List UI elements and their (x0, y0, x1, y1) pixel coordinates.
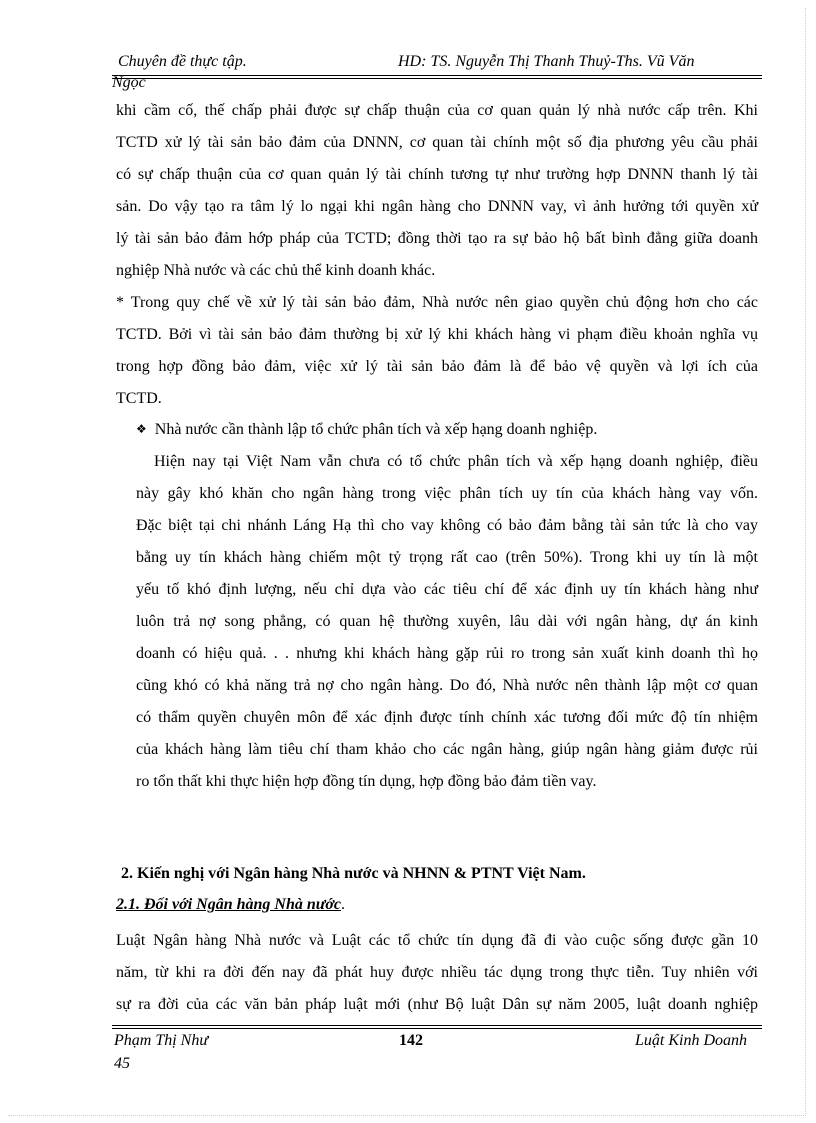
p3-line: cũng khó có khả năng trả nợ cho ngân hàng. Do đó, Nhà nước nên thành lập một cơ quan (136, 677, 758, 694)
p3-line: Hiện nay tại Việt Nam vẫn chưa có tổ chức phân tích và xếp hạng doanh nghiệp, điều (154, 453, 758, 470)
diamond-bullet-icon: ❖ (136, 422, 147, 436)
p3-line: doanh có hiệu quả. . . nhưng khi khách hàng gặp rủi ro trong sản xuất kinh doanh thì họ (136, 645, 758, 662)
p3-line: này gây khó khăn cho ngân hàng trong việc phân tích uy tín của khách hàng vay vốn. (136, 485, 758, 502)
header-title: Chuyên đề thực tập. (118, 53, 247, 70)
p1-line: nghiệp Nhà nước và các chủ thể kinh doanh khác. (116, 262, 436, 279)
p4-line: Luật Ngân hàng Nhà nước và Luật các tổ chức tín dụng đã đi vào cuộc sống được gần 10 (116, 932, 758, 949)
p2-line: * Trong quy chế về xử lý tài sản bảo đảm, Nhà nước nên giao quyền chủ động hơn cho các (116, 294, 758, 311)
header-rule (112, 75, 762, 79)
footer-rule (112, 1025, 762, 1029)
p3-line: của khách hàng làm tiêu chí tham khảo cho các ngân hàng, giúp ngân hàng giảm được rủi (136, 741, 758, 758)
subsection-heading-text: 2.1. Đối với Ngân hàng Nhà nước (116, 896, 342, 913)
bullet-item (136, 420, 758, 440)
p1-line: khi cầm cố, thế chấp phải được sự chấp thuận của cơ quan quản lý nhà nước cấp trên. Khi (116, 102, 758, 119)
p1-line: có sự chấp thuận của cơ quan quản lý tài chính tương tự như trường hợp DNNN thanh lý tài (116, 166, 758, 183)
p3-line: ro tổn thất khi thực hiện hợp đồng tín dụng, hợp đồng bảo đảm tiền vay. (136, 773, 597, 790)
p2-line: TCTD. (116, 390, 162, 407)
p4-line: năm, từ khi ra đời đến nay đã phát huy được nhiều tác dụng trong thực tiễn. Tuy nhiên với (116, 964, 758, 981)
p2-line: trong hợp đồng bảo đảm, việc xử lý tài sản bảo đảm là để bảo vệ quyền và lợi ích của (116, 358, 758, 375)
header-advisor: HD: TS. Nguyễn Thị Thanh Thuỷ-Ths. Vũ Văn (398, 53, 695, 70)
subsection-heading-dot: . (341, 896, 346, 913)
p3-line: bằng uy tín khách hàng chiếm một tỷ trọng rất cao (trên 50%). Trong khi uy tín là một (136, 549, 758, 566)
header-advisor-wrap: Ngọc (112, 74, 146, 91)
section-heading: 2. Kiến nghị với Ngân hàng Nhà nước và NHNN & PTNT Việt Nam. (121, 865, 586, 882)
p1-line: TCTD xử lý tài sản bảo đảm của DNNN, cơ quan tài chính một số địa phương yêu cầu phải (116, 134, 758, 151)
p3-line: yếu tố khó định lượng, nếu chỉ dựa vào các tiêu chí để xác định uy tín khách hàng như (136, 581, 758, 598)
footer-class: 45 (114, 1055, 130, 1072)
page-number: 142 (399, 1032, 423, 1049)
p1-line: lý tài sản bảo đảm hớp pháp của TCTD; đồng thời tạo ra sự bảo hộ bất bình đẳng giữa doanh (116, 230, 758, 247)
subsection-heading (116, 895, 758, 915)
p3-line: Đặc biệt tại chi nhánh Láng Hạ thì cho vay không có bảo đảm bằng tài sản tức là cho vay (136, 517, 758, 534)
p4-line: sự ra đời của các văn bản pháp luật mới (như Bộ luật Dân sự năm 2005, luật doanh nghiệp (116, 996, 758, 1013)
footer-author: Phạm Thị Như (114, 1032, 209, 1049)
p3-line: có thẩm quyền chuyên môn để xác định được tính chính xác tương đối mức độ tín nhiệm (136, 709, 758, 726)
p2-line: TCTD. Bởi vì tài sản bảo đảm thường bị xử lý khi khách hàng vi phạm điều khoản nghĩa vụ (116, 326, 758, 343)
bullet-text: Nhà nước cần thành lập tổ chức phân tích và xếp hạng doanh nghiệp. (154, 421, 598, 438)
p1-line: sản. Do vậy tạo ra tâm lý lo ngại khi ngân hàng cho DNNN vay, vì ảnh hưởng tới quyền xử (116, 198, 758, 215)
footer-department: Luật Kinh Doanh (634, 1032, 747, 1049)
p3-line: luôn trả nợ song phẳng, có quan hệ thường xuyên, lâu dài với ngân hàng, dự án kinh (136, 613, 758, 630)
